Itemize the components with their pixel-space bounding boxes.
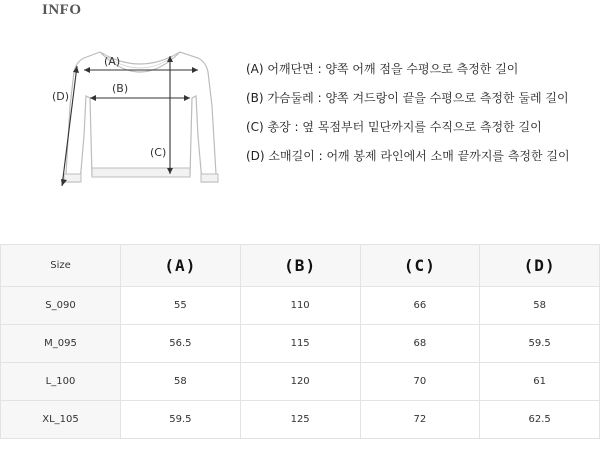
cell-c: 72 [360,401,480,439]
cell-size: L_100 [1,363,121,401]
header-c: (C) [360,245,480,287]
header-a: (A) [121,245,241,287]
cell-b: 125 [240,401,360,439]
legend-item-c: (C) 총장 : 옆 목점부터 밑단까지를 수직으로 측정한 길이 [246,120,542,134]
table-row [1,325,600,363]
header-size: Size [1,245,121,287]
cell-b: 115 [240,325,360,363]
label-c: (C) [150,146,167,159]
cell-d: 61 [480,363,600,401]
header-b: (B) [240,245,360,287]
table-row [1,363,600,401]
measurement-legend [246,60,570,176]
sweater-diagram [40,36,240,206]
sweater-illustration [40,36,240,206]
cell-b: 110 [240,287,360,325]
label-d: (D) [52,90,70,103]
legend-item-d: (D) 소매길이 : 어깨 봉제 라인에서 소매 끝까지를 측정한 길이 [246,149,570,163]
cell-d: 62.5 [480,401,600,439]
legend-item-a: (A) 어깨단면 : 양쪽 어깨 점을 수평으로 측정한 길이 [246,62,519,76]
cell-a: 55 [121,287,241,325]
cell-a: 58 [121,363,241,401]
cell-c: 68 [360,325,480,363]
cell-size: XL_105 [1,401,121,439]
cell-size: S_090 [1,287,121,325]
label-a: (A) [104,55,121,68]
table-header-row [1,245,600,287]
table-row [1,401,600,439]
cell-size: M_095 [1,325,121,363]
table-row [1,287,600,325]
cell-d: 59.5 [480,325,600,363]
size-table [0,244,600,439]
page-title: INFO [42,2,82,18]
cell-a: 59.5 [121,401,241,439]
cell-d: 58 [480,287,600,325]
cell-b: 120 [240,363,360,401]
legend-item-b: (B) 가슴둘레 : 양쪽 겨드랑이 끝을 수평으로 측정한 둘레 길이 [246,91,569,105]
header-d: (D) [480,245,600,287]
cell-a: 56.5 [121,325,241,363]
label-b: (B) [112,82,129,95]
cell-c: 66 [360,287,480,325]
cell-c: 70 [360,363,480,401]
